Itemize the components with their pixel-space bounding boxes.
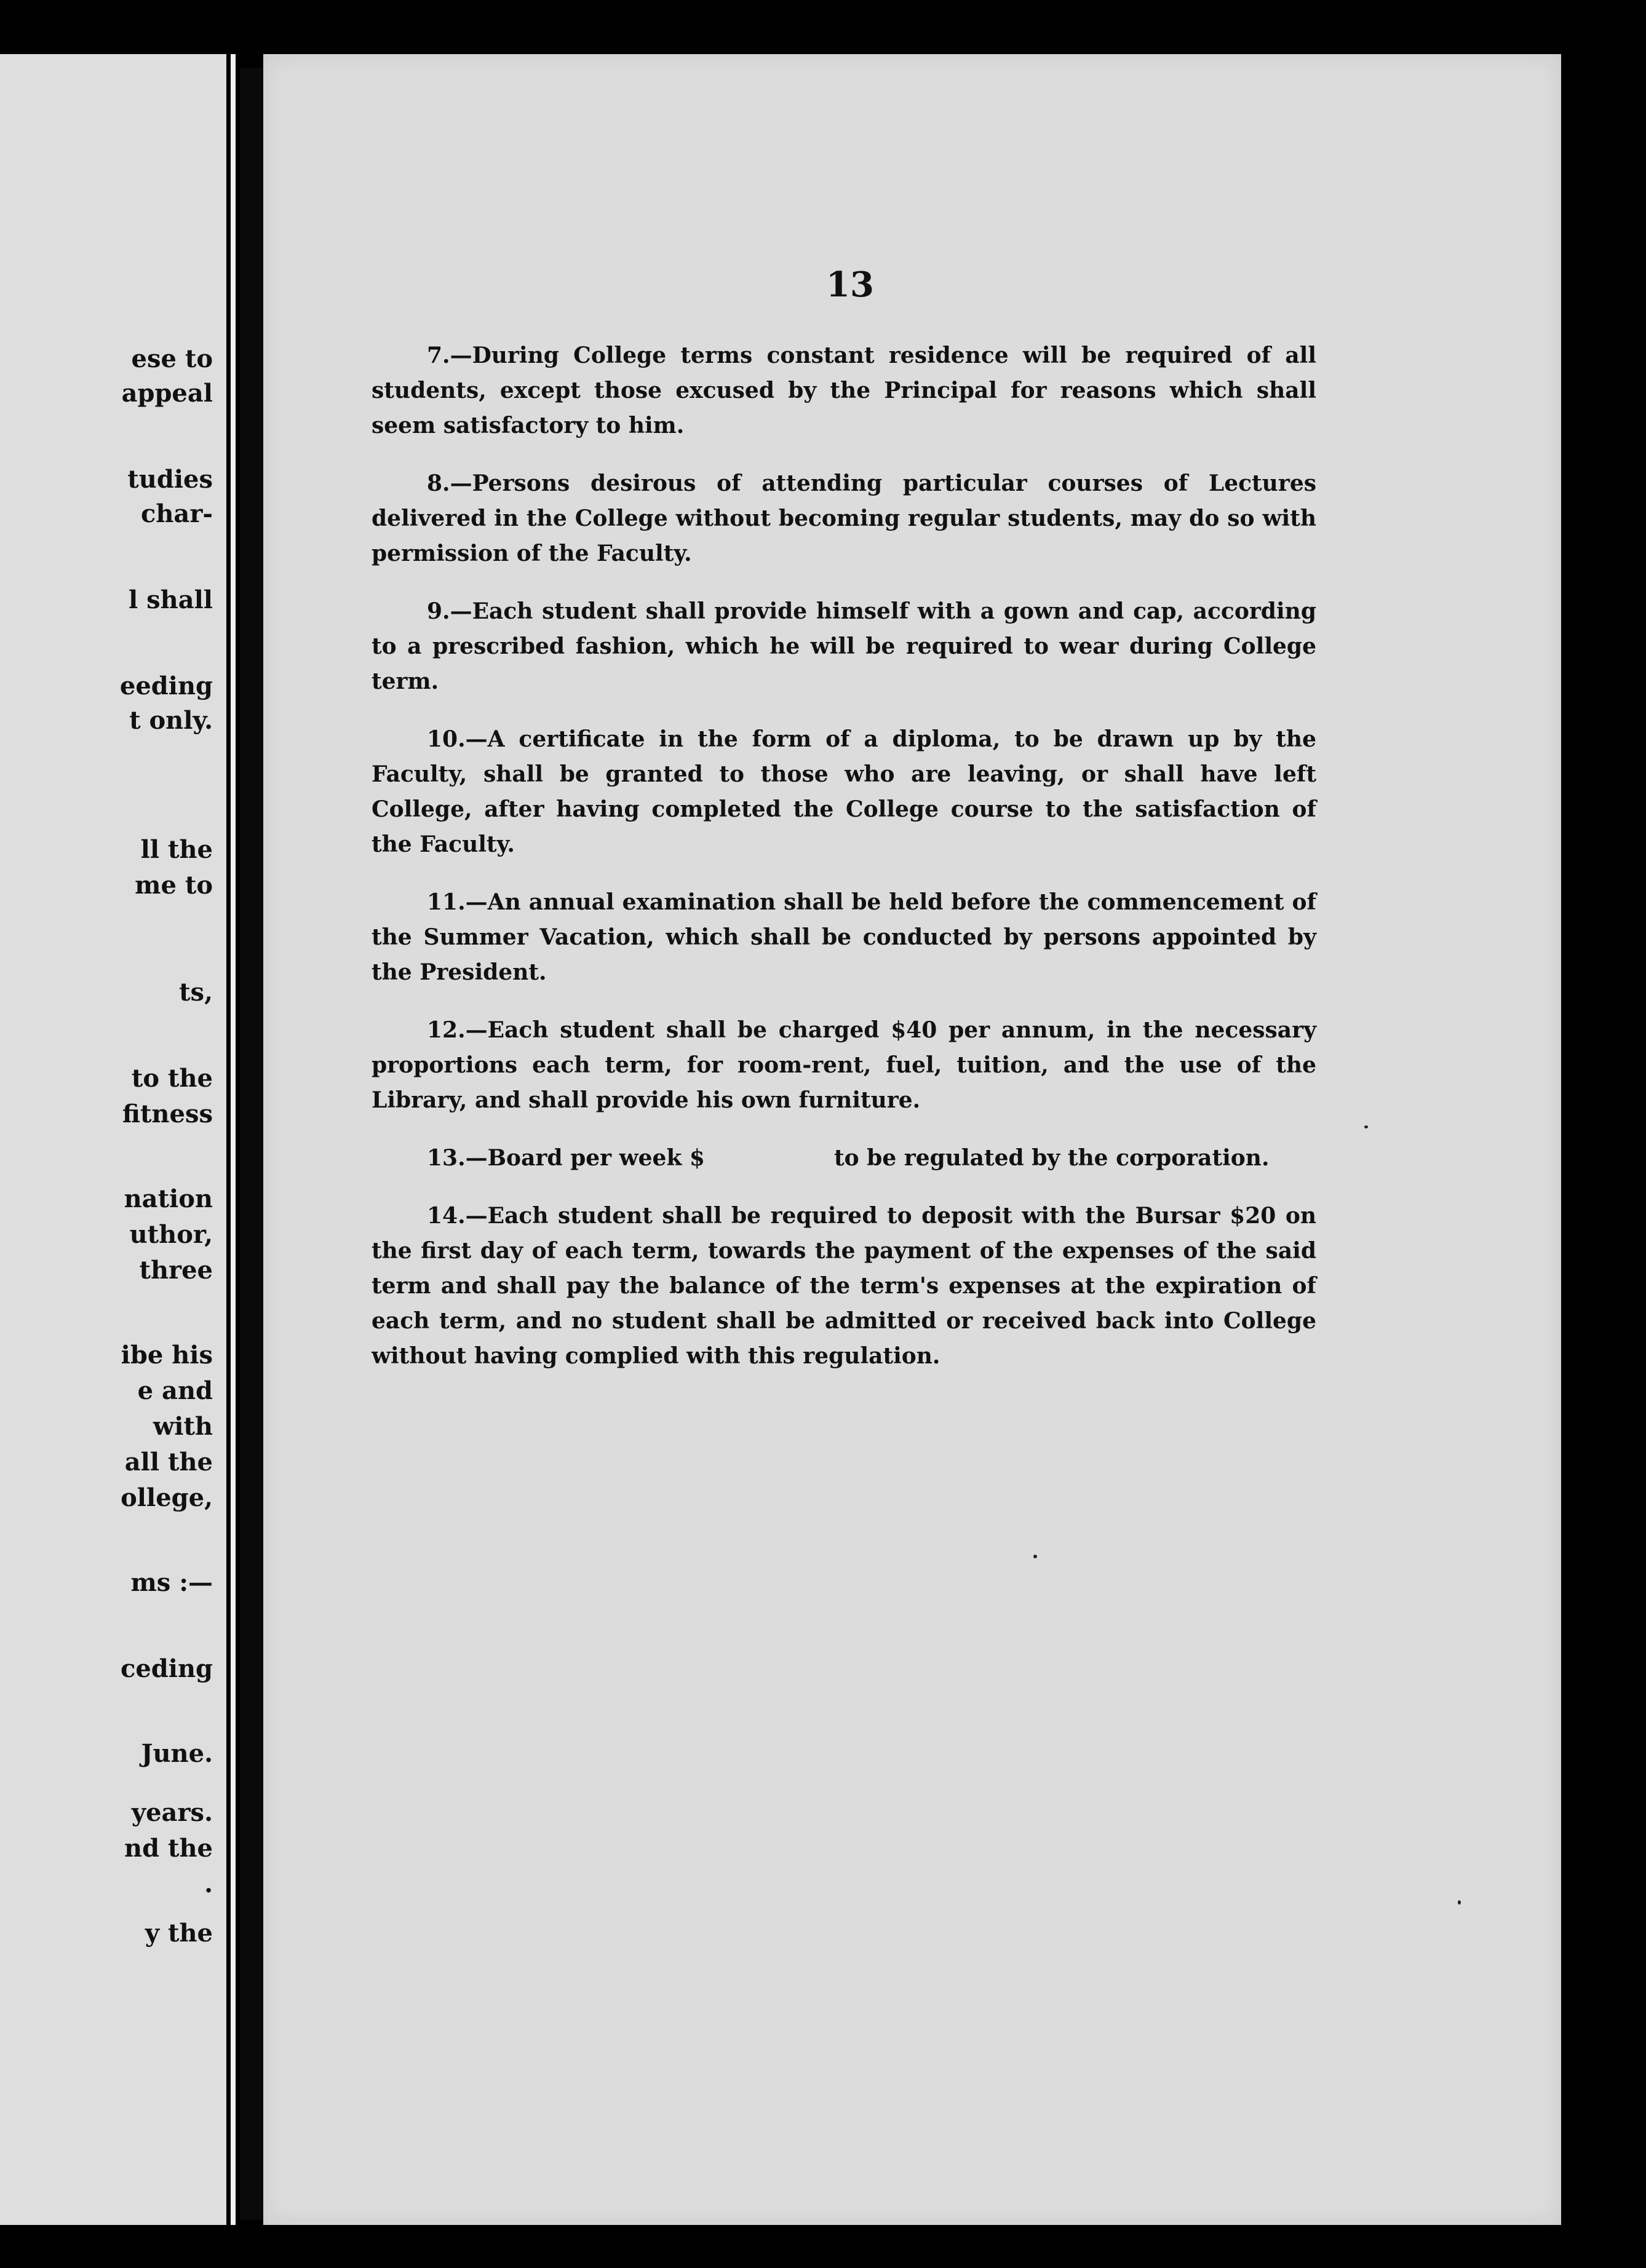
facing-page-line: all the — [124, 1448, 213, 1477]
facing-page-line: ceding — [120, 1654, 213, 1683]
facing-page-line: ibe his — [121, 1341, 213, 1370]
facing-page-line: to the — [131, 1064, 213, 1093]
facing-page-line: y the — [145, 1919, 213, 1948]
facing-page-left — [0, 54, 226, 2225]
rule-paragraph-13 — [372, 1141, 1316, 1176]
rule-paragraph-12: 12.—Each student shall be charged $40 per annum, in the necessary proportions each term, for room-rent, fuel, tuition, and the use of the Library, and shall provide his own furniture. — [372, 1017, 1316, 1113]
facing-page-line: eeding — [119, 672, 213, 700]
rule-paragraph-9: 9.—Each student shall provide himself with a gown and cap, according to a prescribed fashion, which he will be required to wear during College term. — [372, 598, 1316, 694]
print-speck — [1033, 1555, 1037, 1558]
facing-page-line: appeal — [121, 379, 213, 408]
facing-page-line: ms :— — [130, 1568, 213, 1597]
facing-page-line: June. — [141, 1739, 213, 1768]
gutter-edge — [231, 54, 236, 2225]
rule-13-suffix: to be regulated by the corporation. — [833, 1145, 1270, 1171]
facing-page-line: years. — [131, 1798, 213, 1827]
facing-page-line: ese to — [131, 344, 213, 373]
facing-page-line: uthor, — [129, 1220, 213, 1249]
facing-page-line: tudies — [127, 465, 213, 494]
facing-page-line: nd the — [124, 1834, 213, 1863]
rule-paragraph-14: 14.—Each student shall be required to deposit with the Bursar $20 on the first day of each term, towards the payment of the expenses of the said term and shall pay the balance of the term's expenses at the expiration of each term, and no student shall be admitted or received back into College without having complied with this regulation. — [372, 1203, 1316, 1369]
facing-page-line: nation — [124, 1184, 213, 1213]
book-spine — [240, 68, 263, 2220]
facing-page-line: ollege, — [121, 1483, 213, 1512]
rule-paragraph-7: 7.—During College terms constant residence will be required of all students, except those excused by the Principal for reasons which shall seem satisfactory to him. — [372, 343, 1316, 438]
facing-page-line: t only. — [129, 706, 213, 735]
rule-13-prefix: 13.—Board per week $ — [427, 1145, 705, 1171]
print-speck — [1458, 1900, 1461, 1905]
facing-page-line: with — [153, 1412, 213, 1441]
rule-paragraph-8: 8.—Persons desirous of attending particular courses of Lectures delivered in the College without becoming regular students, may do so with permission of the Faculty. — [372, 470, 1316, 566]
facing-page-line: me to — [135, 871, 213, 900]
facing-page-line: three — [139, 1256, 213, 1285]
facing-page-line: char- — [140, 499, 213, 528]
page-body — [372, 338, 1316, 1397]
facing-page-line: l shall — [128, 585, 213, 614]
facing-page-line: ts, — [179, 978, 213, 1007]
rule-paragraph-11: 11.—An annual examination shall be held before the commencement of the Summer Vacation, which shall be conducted by persons appointed by the President. — [372, 889, 1316, 985]
facing-page-line: e and — [137, 1376, 213, 1405]
page-number: 13 — [826, 264, 874, 305]
facing-page-line: fitness — [122, 1100, 213, 1128]
facing-page-line: ll the — [140, 835, 213, 864]
facing-page-line: . — [204, 1870, 213, 1898]
rule-paragraph-10: 10.—A certificate in the form of a diploma, to be drawn up by the Faculty, shall be granted to those who are leaving, or shall have left College, after having completed the College course to the satisfaction of the Faculty. — [372, 726, 1316, 857]
print-speck — [1364, 1125, 1368, 1128]
